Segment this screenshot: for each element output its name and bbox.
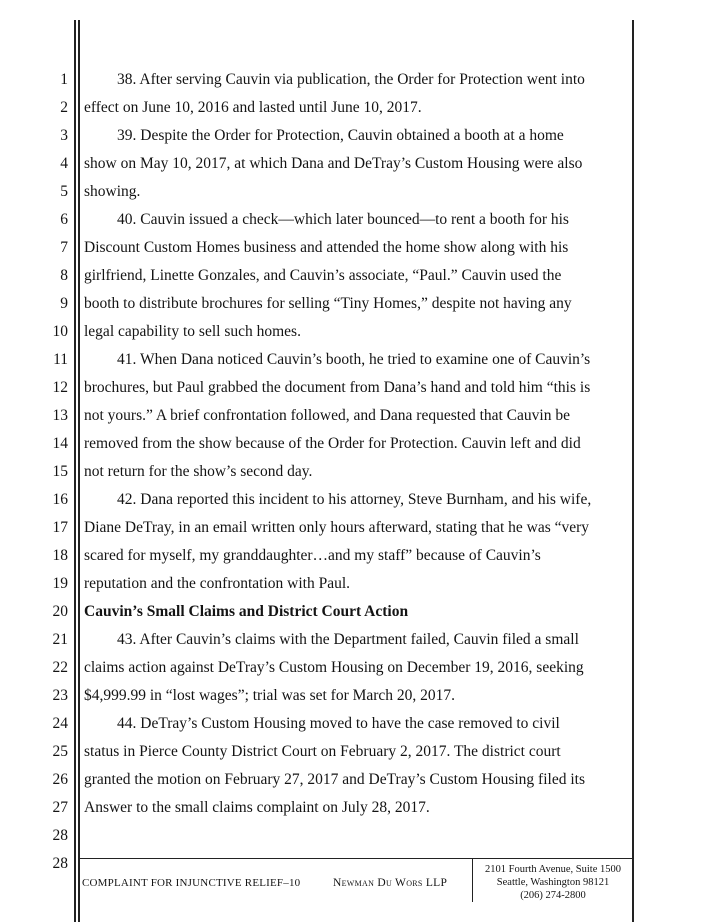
footer-address-line: Seattle, Washington 98121 xyxy=(496,877,610,888)
paragraph-40-line: Discount Custom Homes business and attended the home show along with his xyxy=(84,239,569,256)
paragraph-39-line: 39. Despite the Order for Protection, Cauvin obtained a booth at a home xyxy=(117,127,564,144)
footer-phone: (206) 274-2800 xyxy=(520,890,586,901)
line-number: 28 xyxy=(52,827,68,844)
line-number: 18 xyxy=(52,547,68,564)
paragraph-41-line: not yours.” A brief confrontation followed, and Dana requested that Cauvin be xyxy=(84,407,570,424)
line-number: 8 xyxy=(60,267,68,284)
line-number: 10 xyxy=(52,323,68,340)
line-number: 9 xyxy=(60,295,68,312)
paragraph-42-line: scared for myself, my granddaughter…and my staff” because of Cauvin’s xyxy=(84,547,541,564)
line-number: 20 xyxy=(52,603,68,620)
line-number: 6 xyxy=(60,211,68,228)
paragraph-44-line: Answer to the small claims complaint on July 28, 2017. xyxy=(84,799,430,816)
line-number: 19 xyxy=(52,575,68,592)
footer-rule xyxy=(79,858,632,859)
paragraph-42-line: 42. Dana reported this incident to his attorney, Steve Burnham, and his wife, xyxy=(117,491,592,508)
footer-address-line: 2101 Fourth Avenue, Suite 1500 xyxy=(484,864,621,875)
footer-document-title: COMPLAINT FOR INJUNCTIVE RELIEF–10 xyxy=(82,877,301,889)
paragraph-38-line: 38. After serving Cauvin via publication, the Order for Protection went into xyxy=(117,71,585,88)
footer-firm-name: Newman Du Wors LLP xyxy=(333,877,448,889)
line-number: 17 xyxy=(52,519,68,536)
paragraph-44-line: granted the motion on February 27, 2017 and DeTray’s Custom Housing filed its xyxy=(84,771,585,788)
paragraph-43-line: $4,999.99 in “lost wages”; trial was set for March 20, 2017. xyxy=(84,687,456,704)
paragraph-41-line: removed from the show because of the Order for Protection. Cauvin left and did xyxy=(84,435,581,452)
paragraph-42-line: reputation and the confrontation with Paul. xyxy=(84,575,351,592)
paragraph-40-line: 40. Cauvin issued a check—which later bounced—to rent a booth for his xyxy=(117,211,569,228)
footer-divider xyxy=(472,858,473,902)
line-number: 21 xyxy=(52,631,68,648)
line-number: 24 xyxy=(52,715,68,732)
paragraph-43-line: claims action against DeTray’s Custom Housing on December 19, 2016, seeking xyxy=(84,659,584,676)
paragraph-44-line: status in Pierce County District Court on February 2, 2017. The district court xyxy=(84,743,561,760)
line-number: 23 xyxy=(52,687,68,704)
paragraph-39-line: showing. xyxy=(84,183,141,200)
paragraph-41-line: brochures, but Paul grabbed the document from Dana’s hand and told him “this is xyxy=(84,379,591,396)
paragraph-42-line: Diane DeTray, in an email written only hours afterward, stating that he was “very xyxy=(84,519,590,536)
line-number: 2 xyxy=(60,99,68,116)
line-number: 12 xyxy=(52,379,68,396)
paragraph-39-line: show on May 10, 2017, at which Dana and DeTray’s Custom Housing were also xyxy=(84,155,583,172)
left-margin-rule-outer xyxy=(74,20,76,922)
line-number: 26 xyxy=(52,771,68,788)
line-number: 28 xyxy=(52,855,68,872)
line-number: 14 xyxy=(52,435,68,452)
line-number: 25 xyxy=(52,743,68,760)
section-heading: Cauvin’s Small Claims and District Court Action xyxy=(84,603,409,620)
paragraph-41-line: 41. When Dana noticed Cauvin’s booth, he tried to examine one of Cauvin’s xyxy=(117,351,591,368)
right-margin-rule xyxy=(632,20,634,922)
line-number: 3 xyxy=(60,127,68,144)
paragraph-40-line: legal capability to sell such homes. xyxy=(84,323,301,340)
line-number: 22 xyxy=(52,659,68,676)
line-number: 11 xyxy=(53,351,68,368)
line-number: 7 xyxy=(60,239,68,256)
line-number: 5 xyxy=(60,183,68,200)
line-number: 13 xyxy=(52,407,68,424)
paragraph-38-line: effect on June 10, 2016 and lasted until June 10, 2017. xyxy=(84,99,422,116)
paragraph-41-line: not return for the show’s second day. xyxy=(84,463,313,480)
line-number: 1 xyxy=(60,71,68,88)
paragraph-44-line: 44. DeTray’s Custom Housing moved to have the case removed to civil xyxy=(117,715,560,732)
paragraph-40-line: girlfriend, Linette Gonzales, and Cauvin’s associate, “Paul.” Cauvin used the xyxy=(84,267,562,284)
line-number: 15 xyxy=(52,463,68,480)
footer-address xyxy=(478,863,628,902)
line-number: 16 xyxy=(52,491,68,508)
line-number: 4 xyxy=(60,155,68,172)
paragraph-43-line: 43. After Cauvin’s claims with the Department failed, Cauvin filed a small xyxy=(117,631,579,648)
left-margin-rule-inner xyxy=(78,20,80,922)
paragraph-40-line: booth to distribute brochures for selling “Tiny Homes,” despite not having any xyxy=(84,295,572,312)
line-number: 27 xyxy=(52,799,68,816)
